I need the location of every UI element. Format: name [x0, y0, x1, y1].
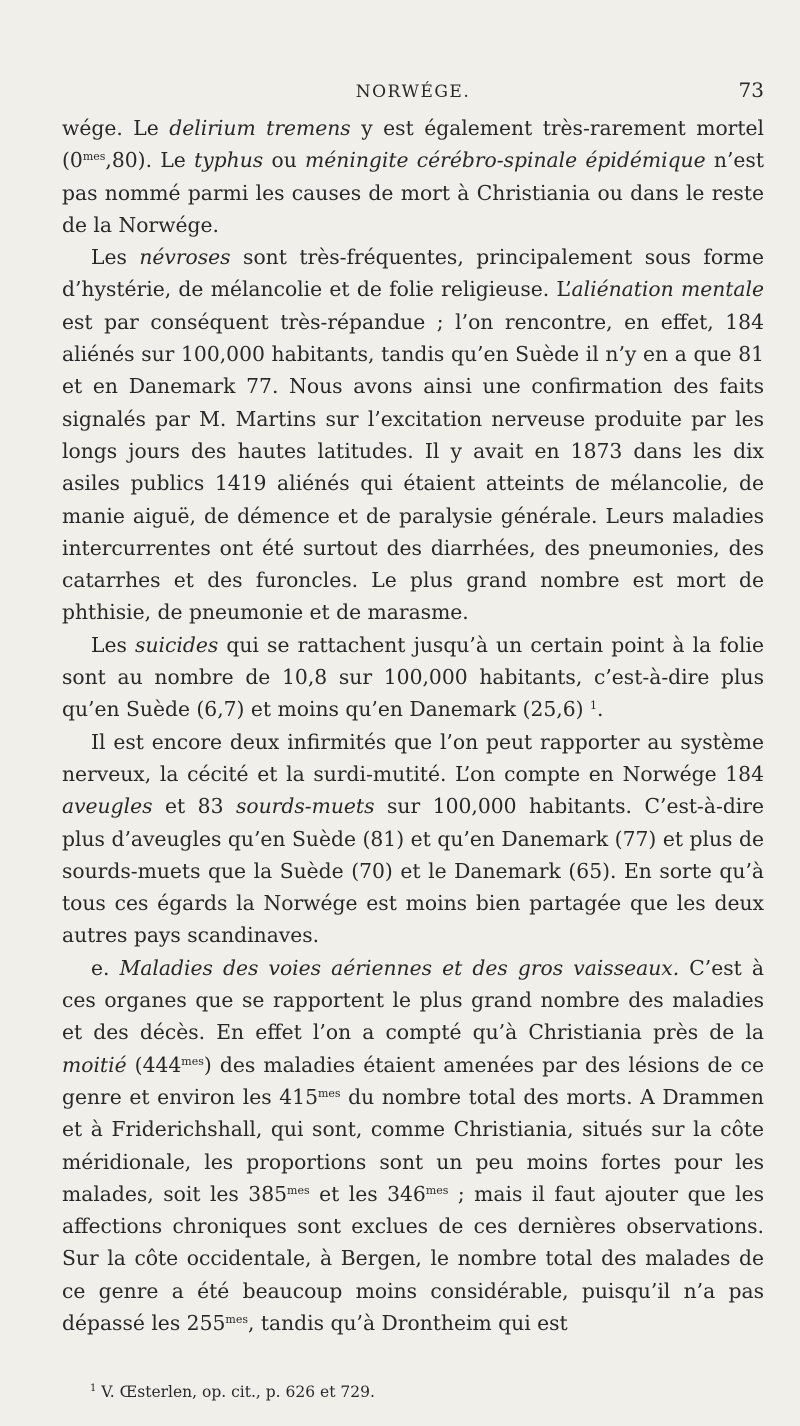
italic-text: aliénation mentale — [571, 277, 764, 302]
text-run: ) des maladies étaient amenées par des lésions de ce genre et environ les 415 — [62, 1052, 764, 1109]
superscript: mes — [181, 1054, 204, 1068]
footnote-text: V. Œsterlen, op. cit., p. 626 et 729. — [96, 1383, 375, 1401]
text-run: est par conséquent très-répandue ; l’on rencontre, en effet, 184 aliénés sur 100,000 habitants, tandis qu’en Suède il n’y en a que 81 et en Danemark 77. Nous avons ainsi une confirmation des faits signalés par M. Martins sur l’excitation nerveuse produite par les longs jours des hautes latitudes. Il y avait en 1873 dans les dix asiles publics 1419 aliénés qui étaient atteints de mélancolie, de manie aiguë, de démence et de paralysie générale. Leurs maladies intercurrentes ont été surtout des diarrhées, des pneumonies, des catarrhes et des furoncles. Le plus grand nombre est mort de phthisie, de pneumonie et de marasme. — [62, 309, 764, 625]
text-run: et 83 — [152, 794, 236, 819]
footnote — [90, 1382, 740, 1402]
text-run: Les — [91, 632, 136, 657]
text-run: 0 — [69, 148, 83, 173]
italic-text: typhus — [194, 148, 264, 173]
text-run: ou — [263, 148, 306, 173]
footnote-marker: 1 — [90, 1383, 97, 1394]
running-title: NORWÉGE. — [355, 82, 471, 102]
text-run: qui se rattachent jusqu’à un certain point à la folie sont au nombre de 10,8 sur 100,000 habitants, c’est-à-dire plus qu’en Suède (6,7) et moins qu’en Danemark (25,6) — [62, 632, 764, 722]
paragraph — [62, 629, 764, 726]
italic-text: méningite cérébro-spinale épidémique — [305, 148, 706, 173]
italic-text: moitié — [62, 1052, 127, 1077]
superscript: mes — [287, 1183, 310, 1197]
paragraph — [62, 726, 764, 952]
superscript: mes — [317, 1086, 341, 1100]
text-run: ; mais il faut ajouter que les affections chroniques sont exclues de ces dernières observations. Sur la côte occidentale, à Bergen, le nombre total des malades de ce genre a été beaucoup moins considérable, puisqu’il n’a pas dépassé les 255 — [62, 1181, 764, 1335]
italic-text: delirium tremens — [169, 116, 351, 140]
running-head — [62, 78, 764, 108]
text-run: du nombre total des morts. A Drammen et à Friderichshall, qui sont, comme Christiania, situés sur la côte méridionale, les proportions sont un peu moins fortes pour les malades, soit les 385 — [62, 1084, 764, 1206]
superscript: mes — [225, 1312, 248, 1326]
text-run: (444 — [126, 1052, 182, 1077]
superscript: mes — [425, 1183, 449, 1197]
text-run: et les 346 — [309, 1181, 426, 1206]
text-run: sont très-fréquentes, principalement sous forme d’hystérie, de mélancolie et de folie religieuse. L’ — [62, 245, 764, 302]
text-run: sur 100,000 habitants. C’est-à-dire plus d’aveugles qu’en Suède (81) et qu’en Danemark (77) et plus de sourds-muets que la Suède (70) et le Danemark (65). En sorte qu’à tous ces égards la Norwége est moins bien partagée que les deux autres pays scandinaves. — [62, 794, 764, 948]
paragraph — [62, 952, 764, 1340]
text-run: n’est pas nommé parmi les causes de mort à Christiania ou dans le reste de la Norwége. — [62, 148, 764, 237]
body-text — [62, 112, 764, 1339]
text-run: Il est encore deux infirmités que l’on peut rapporter au système nerveux, la cécité et la surdi-mutité. L’on compte en Norwége 184 — [62, 729, 764, 786]
superscript: 1 — [589, 699, 597, 713]
text-run: Les — [91, 245, 140, 270]
text-run: ,80). Le — [105, 148, 195, 173]
italic-text: suicides — [135, 632, 219, 657]
italic-text: névroses — [139, 245, 231, 270]
italic-text: aveugles — [62, 794, 153, 819]
paragraph — [62, 112, 764, 241]
text-run: . — [596, 697, 604, 722]
paragraph — [62, 241, 764, 629]
text-run: e. — [91, 955, 120, 980]
italic-text: Maladies des voies aériennes et des gros vaisseaux. — [119, 955, 680, 980]
page-number: 73 — [738, 78, 764, 102]
text-run: C’est à ces organes que se rapportent le plus grand nombre des maladies et des décès. En effet l’on a compté qu’à Christiania près de la — [62, 955, 764, 1045]
text-run: wége. Le — [62, 116, 170, 140]
italic-text: sourds-muets — [236, 794, 375, 819]
superscript: mes — [82, 150, 106, 164]
text-run: , tandis qu’à Drontheim qui est — [247, 1310, 568, 1335]
text-run: y est également très-rarement mortel ( — [62, 116, 765, 173]
